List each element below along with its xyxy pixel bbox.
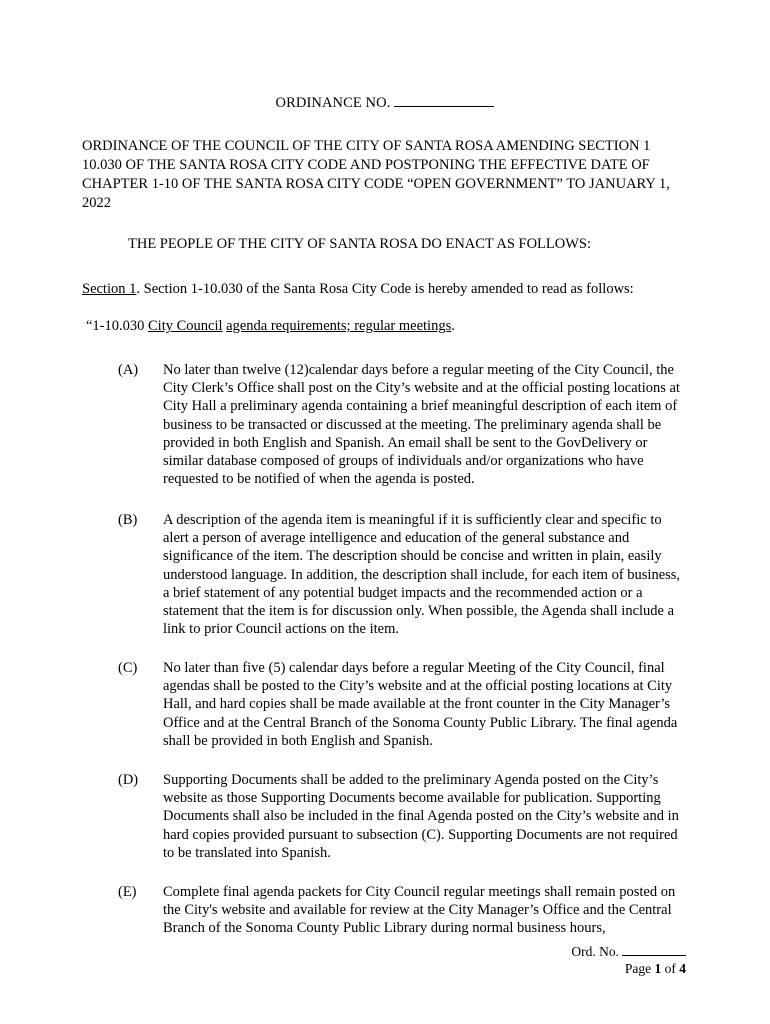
code-section-number: “1-10.030 — [86, 318, 149, 334]
paragraph-label: (D) — [118, 772, 139, 788]
ordinance-number-label: ORDINANCE NO. — [275, 95, 391, 111]
enacting-clause: THE PEOPLE OF THE CITY OF SANTA ROSA DO ENACT AS FOLLOWS: — [128, 236, 592, 252]
section-text: . Section 1-10.030 of the Santa Rosa City Code is hereby amended to read as follows: — [136, 281, 634, 297]
code-heading-end: . — [451, 318, 455, 334]
page-total: 4 — [679, 961, 686, 976]
footer-ord-label: Ord. No. — [571, 944, 619, 959]
paragraph-b — [118, 511, 688, 638]
section-1-intro — [82, 281, 634, 298]
paragraph-text: No later than five (5) calendar days before a regular Meeting of the City Council, final agendas shall be posted to the City’s website and at the official posting locations at City Hall, and hard copies shall be made available at the front counter in the City Manager’s Office and at the Central Branch of the Sonoma County Public Library. The final agenda shall be provided in both English and Spanish. — [163, 660, 678, 749]
paragraph-a — [118, 361, 688, 488]
footer-ordinance-number — [571, 944, 686, 960]
code-heading-part-1: City Council — [148, 318, 223, 334]
code-heading-part-2: agenda requirements; regular meetings — [226, 318, 452, 334]
paragraph-text: A description of the agenda item is meaningful if it is sufficiently clear and specific to alert a person of average intelligence and education of the general substance and significance of the item. The description should be concise and written in plain, easily understood language. In addition, the description shall include, for each item of business, a brief statement of any potential budget impacts and the recommended action or a statement that the item is for discussion only. When possible, the Agenda shall include a link to prior Council actions on the item. — [163, 512, 681, 638]
ordinance-title: ORDINANCE OF THE COUNCIL OF THE CITY OF SANTA ROSA AMENDING SECTION 1 10.030 OF THE SANTA ROSA CITY CODE AND POSTPONING THE EFFECTIVE DATE OF CHAPTER 1-10 OF THE SANTA ROSA CITY CODE “OPEN GOVERNMENT” TO JANUARY 1, 2022 — [82, 138, 670, 211]
paragraph-c — [118, 659, 688, 750]
paragraph-text: Complete final agenda packets for City Council regular meetings shall remain posted on the City's website and available for review at the City Manager’s Office and the Central Branch of the Sonoma County Public Library during normal business hours, — [163, 884, 676, 937]
page-prefix: Page — [624, 961, 655, 976]
paragraph-label: (E) — [118, 884, 137, 900]
paragraph-text: Supporting Documents shall be added to the preliminary Agenda posted on the City’s website as those Supporting Documents become available for publication. Supporting Documents shall also be included in the final Agenda posted on the City’s website and in hard copies provided pursuant to subsection (C). Supporting Documents are not required to be translated into Spanish. — [163, 772, 679, 861]
ordinance-number-blank — [394, 94, 494, 107]
paragraph-label: (C) — [118, 660, 138, 676]
paragraph-e — [118, 883, 688, 938]
code-section-heading — [86, 318, 455, 335]
paragraph-text: No later than twelve (12)calendar days before a regular meeting of the City Council, the City Clerk’s Office shall post on the City’s website and at the official posting locations at City Hall a preliminary agenda containing a brief meaningful description of each item of business to be transacted or discussed at the meeting. The preliminary agenda shall be provided in both English and Spanish. An email shall be sent to the GovDelivery or similar database composed of groups of individuals and/or organizations who have requested to be notified of when the agenda is posted. — [163, 362, 680, 488]
ordinance-number-heading — [0, 94, 770, 112]
footer-ord-blank — [622, 945, 686, 956]
page-of: of — [661, 961, 680, 976]
page-current: 1 — [654, 961, 662, 976]
section-label: Section 1 — [82, 281, 137, 297]
page-number — [625, 961, 686, 977]
paragraph-d — [118, 771, 688, 862]
paragraph-label: (A) — [118, 362, 139, 378]
paragraph-label: (B) — [118, 512, 138, 528]
